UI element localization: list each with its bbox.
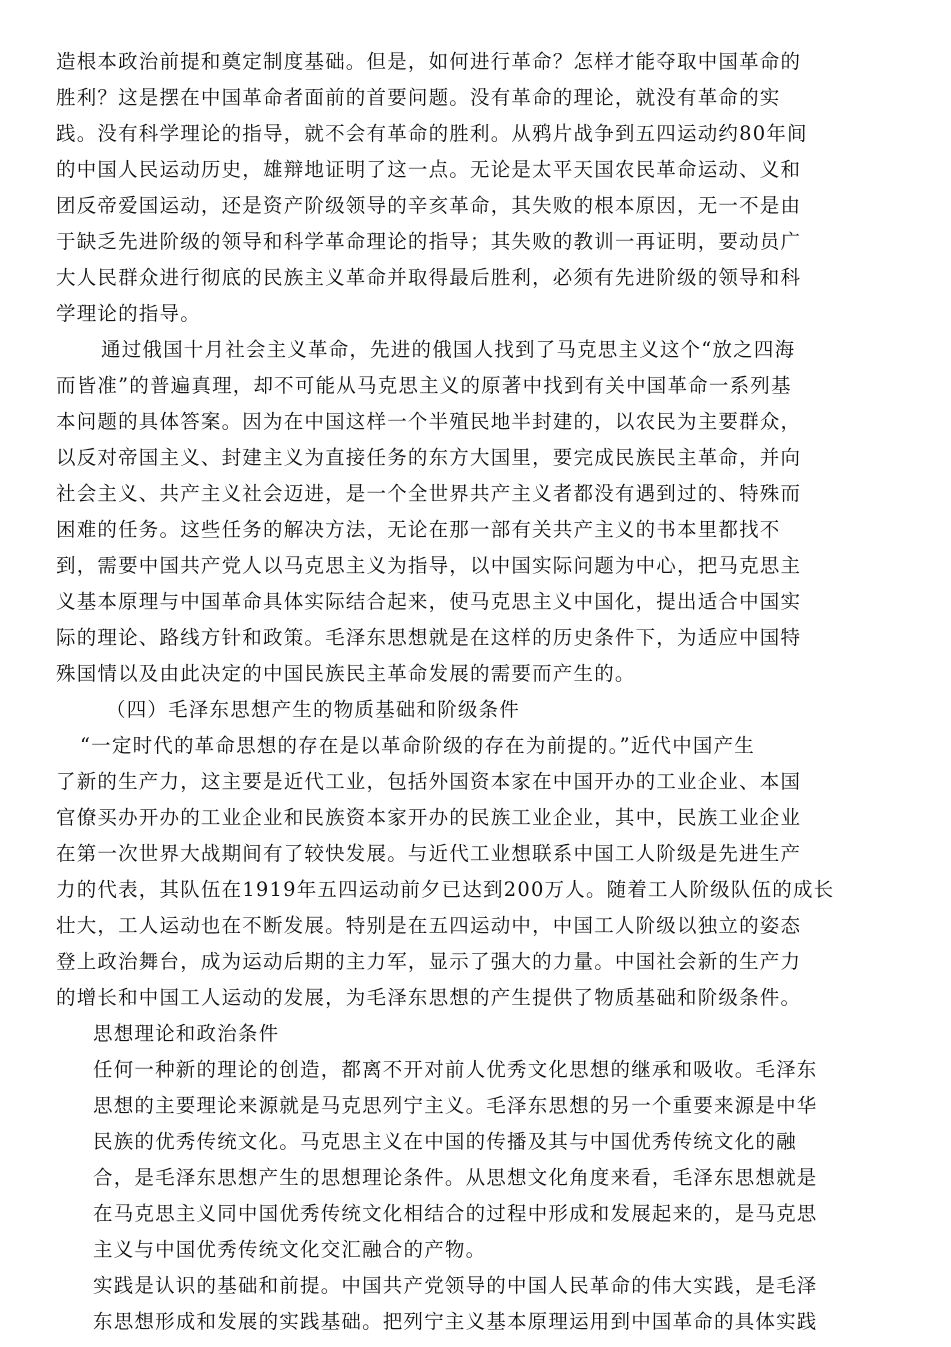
paragraph-line: 社会主义、共产主义社会迈进，是一个全世界共产主义者都没有遇到过的、特殊而 bbox=[56, 482, 802, 505]
section-heading: （四）毛泽东思想产生的物质基础和阶级条件 bbox=[106, 698, 521, 721]
paragraph-line: 到，需要中国共产党人以马克思主义为指导，以中国实际问题为中心，把马克思主 bbox=[56, 554, 802, 577]
paragraph-line: 学理论的指导。 bbox=[56, 302, 201, 325]
paragraph-line: 在第一次世界大战期间有了较快发展。与近代工业想联系中国工人阶级是先进生产 bbox=[56, 842, 802, 865]
paragraph-line: 东思想形成和发展的实践基础。把列宁主义基本原理运用到中国革命的具体实践 bbox=[93, 1310, 818, 1333]
paragraph-line: 于缺乏先进阶级的领导和科学革命理论的指导；其失败的教训一再证明，要动员广 bbox=[56, 230, 802, 253]
paragraph-line: 本问题的具体答案。因为在中国这样一个半殖民地半封建的，以农民为主要群众， bbox=[56, 410, 802, 433]
paragraph-line: “一定时代的革命思想的存在是以革命阶级的存在为前提的。”近代中国产生 bbox=[80, 734, 755, 757]
paragraph-line: 大人民群众进行彻底的民族主义革命并取得最后胜利，必须有先进阶级的领导和科 bbox=[56, 266, 802, 289]
paragraph-line: 通过俄国十月社会主义革命，先进的俄国人找到了马克思主义这个“放之四海 bbox=[101, 338, 796, 361]
paragraph-line: 以反对帝国主义、封建主义为直接任务的东方大国里，要完成民族民主革命，并向 bbox=[56, 446, 802, 469]
paragraph-line: 胜利？这是摆在中国革命者面前的首要问题。没有革命的理论，就没有革命的实 bbox=[56, 86, 781, 109]
paragraph-line: 造根本政治前提和奠定制度基础。但是，如何进行革命？怎样才能夺取中国革命的 bbox=[56, 50, 802, 73]
paragraph-line: 际的理论、路线方针和政策。毛泽东思想就是在这样的历史条件下，为适应中国特 bbox=[56, 626, 802, 649]
paragraph-line: 主义与中国优秀传统文化交汇融合的产物。 bbox=[93, 1238, 487, 1261]
paragraph-line: 殊国情以及由此决定的中国民族民主革命发展的需要而产生的。 bbox=[56, 662, 636, 685]
paragraph-line: 思想的主要理论来源就是马克思列宁主义。毛泽东思想的另一个重要来源是中华 bbox=[93, 1094, 818, 1117]
paragraph-line: 壮大，工人运动也在不断发展。特别是在五四运动中，中国工人阶级以独立的姿态 bbox=[56, 914, 802, 937]
paragraph-line: 了新的生产力，这主要是近代工业，包括外国资本家在中国开办的工业企业、本国 bbox=[56, 770, 802, 793]
paragraph-line: 践。没有科学理论的指导，就不会有革命的胜利。从鸦片战争到五四运动约80年间 bbox=[56, 122, 808, 145]
paragraph-line: 任何一种新的理论的创造，都离不开对前人优秀文化思想的继承和吸收。毛泽东 bbox=[93, 1058, 818, 1081]
paragraph-line: 困难的任务。这些任务的解决方法，无论在那一部有关共产主义的书本里都找不 bbox=[56, 518, 781, 541]
paragraph-line: 在马克思主义同中国优秀传统文化相结合的过程中形成和发展起来的，是马克思 bbox=[93, 1202, 818, 1225]
paragraph-line: 团反帝爱国运动，还是资产阶级领导的辛亥革命，其失败的根本原因，无一不是由 bbox=[56, 194, 802, 217]
paragraph-line: 的中国人民运动历史，雄辩地证明了这一点。无论是太平天国农民革命运动、义和 bbox=[56, 158, 802, 181]
paragraph-line: 登上政治舞台，成为运动后期的主力军，显示了强大的力量。中国社会新的生产力 bbox=[56, 950, 802, 973]
paragraph-line: 而皆准”的普遍真理，却不可能从马克思主义的原著中找到有关中国革命一系列基 bbox=[56, 374, 792, 397]
paragraph-line: 实践是认识的基础和前提。中国共产党领导的中国人民革命的伟大实践，是毛泽 bbox=[93, 1274, 818, 1297]
paragraph-line: 的增长和中国工人运动的发展，为毛泽东思想的产生提供了物质基础和阶级条件。 bbox=[56, 986, 802, 1009]
paragraph-line: 官僚买办开办的工业企业和民族资本家开办的民族工业企业，其中，民族工业企业 bbox=[56, 806, 802, 829]
paragraph-line: 义基本原理与中国革命具体实际结合起来，使马克思主义中国化，提出适合中国实 bbox=[56, 590, 802, 613]
paragraph-line: 力的代表，其队伍在1919年五四运动前夕已达到200万人。随着工人阶级队伍的成长 bbox=[56, 878, 835, 901]
paragraph-line: 民族的优秀传统文化。马克思主义在中国的传播及其与中国优秀传统文化的融 bbox=[93, 1130, 797, 1153]
paragraph-line: 合，是毛泽东思想产生的思想理论条件。从思想文化角度来看，毛泽东思想就是 bbox=[93, 1166, 818, 1189]
section-heading: 思想理论和政治条件 bbox=[93, 1022, 280, 1045]
